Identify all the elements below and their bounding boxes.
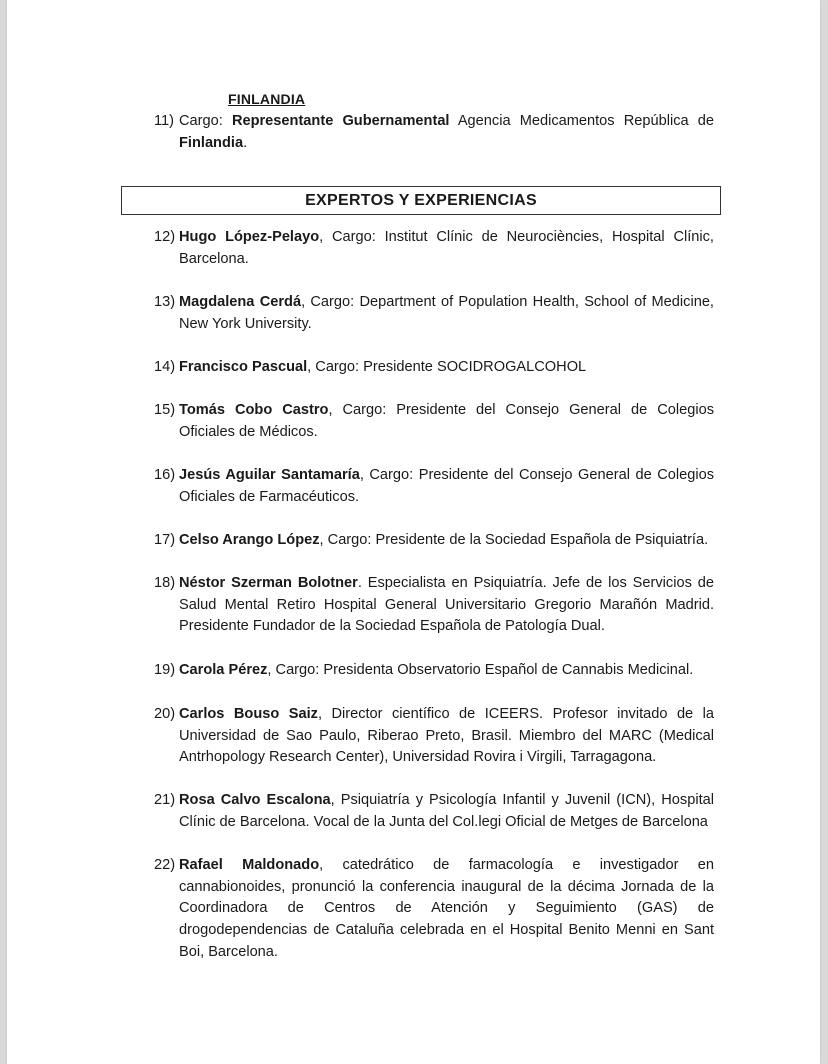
finland-heading: FINLANDIA (228, 91, 306, 107)
document-page (7, 0, 820, 1064)
item-number: 18) (154, 575, 176, 591)
person-name: Jesús Aguilar Santamaría (179, 467, 360, 483)
item-text: Cargo: Representante Gubernamental Agencia Medicamentos República de Finlandia. (179, 113, 714, 151)
person-name: Magdalena Cerdá (179, 294, 302, 310)
person-name: Néstor Szerman Bolotner (179, 575, 358, 591)
item-number: 16) (154, 467, 176, 483)
person-name: Rosa Calvo Escalona (179, 792, 331, 808)
item-text: Néstor Szerman Bolotner. Especialista en Psiquiatría. Jefe de los Servicios de Salud Mental Retiro Hospital General Universitario Gregorio Marañón Madrid. Presidente Fundador de la Sociedad Española de Patología Dual. (179, 575, 714, 635)
person-name: Carola Pérez (179, 662, 268, 678)
person-name: Rafael Maldonado (179, 857, 320, 873)
experts-heading: EXPERTOS Y EXPERIENCIAS (305, 192, 537, 209)
item-text: Tomás Cobo Castro, Cargo: Presidente del Consejo General de Colegios Oficiales de Médicos. (179, 402, 714, 440)
item-number: 15) (154, 402, 176, 418)
experts-heading-box (121, 186, 721, 215)
item-number: 19) (154, 662, 176, 678)
person-name: Tomás Cobo Castro (179, 402, 329, 418)
item-number: 12) (154, 229, 176, 245)
item-number: 17) (154, 532, 176, 548)
item-text: Rafael Maldonado, catedrático de farmacología e investigador en cannabionoides, pronunció la conferencia inaugural de la décima Jornada de la Coordinadora de Centros de Atención y Seguimiento (GAS) de drogodependencias de Cataluña celebrada en el Hospital Benito Menni en Sant Boi, Barcelona. (179, 857, 715, 960)
list-item (154, 357, 714, 379)
item-text: Celso Arango López, Cargo: Presidente de la Sociedad Española de Psiquiatría. (179, 532, 709, 548)
item-text: Francisco Pascual, Cargo: Presidente SOCIDROGALCOHOL (179, 359, 587, 375)
list-item (154, 704, 714, 769)
item-number: 22) (154, 857, 176, 873)
item-number: 14) (154, 359, 176, 375)
item-text: Magdalena Cerdá, Cargo: Department of Population Health, School of Medicine, New York University. (179, 294, 714, 332)
item-text: Jesús Aguilar Santamaría, Cargo: Presidente del Consejo General de Colegios Oficiales de Farmacéuticos. (179, 467, 715, 505)
list-item (154, 790, 714, 833)
list-item (154, 465, 714, 508)
item-number: 11) (154, 113, 175, 129)
item-text: Hugo López-Pelayo, Cargo: Institut Clínic de Neurociències, Hospital Clínic, Barcelona. (179, 229, 714, 267)
item-number: 20) (154, 706, 176, 722)
person-name: Celso Arango López (179, 532, 320, 548)
list-item (154, 660, 714, 682)
item-text: Rosa Calvo Escalona, Psiquiatría y Psicología Infantil y Juvenil (ICN), Hospital Clínic de Barcelona. Vocal de la Junta del Col.legi Oficial de Metges de Barcelona (179, 792, 714, 830)
list-item (154, 530, 714, 552)
list-item (154, 400, 714, 443)
person-name: Carlos Bouso Saiz (179, 706, 318, 722)
list-item (154, 111, 714, 154)
person-name: Hugo López-Pelayo (179, 229, 320, 245)
item-text: Carlos Bouso Saiz, Director científico de ICEERS. Profesor invitado de la Universidad de Sao Paulo, Riberao Preto, Brasil. Miembro del MARC (Medical Antrhopology Research Center), Universidad Rovira i Virgili, Tarragagona. (179, 706, 714, 766)
list-item (154, 292, 714, 335)
item-number: 13) (154, 294, 176, 310)
item-text: Carola Pérez, Cargo: Presidenta Observatorio Español de Cannabis Medicinal. (179, 662, 694, 678)
list-item (154, 573, 714, 638)
item-number: 21) (154, 792, 176, 808)
list-item (154, 227, 714, 270)
person-name: Francisco Pascual (179, 359, 308, 375)
list-item (154, 855, 714, 964)
